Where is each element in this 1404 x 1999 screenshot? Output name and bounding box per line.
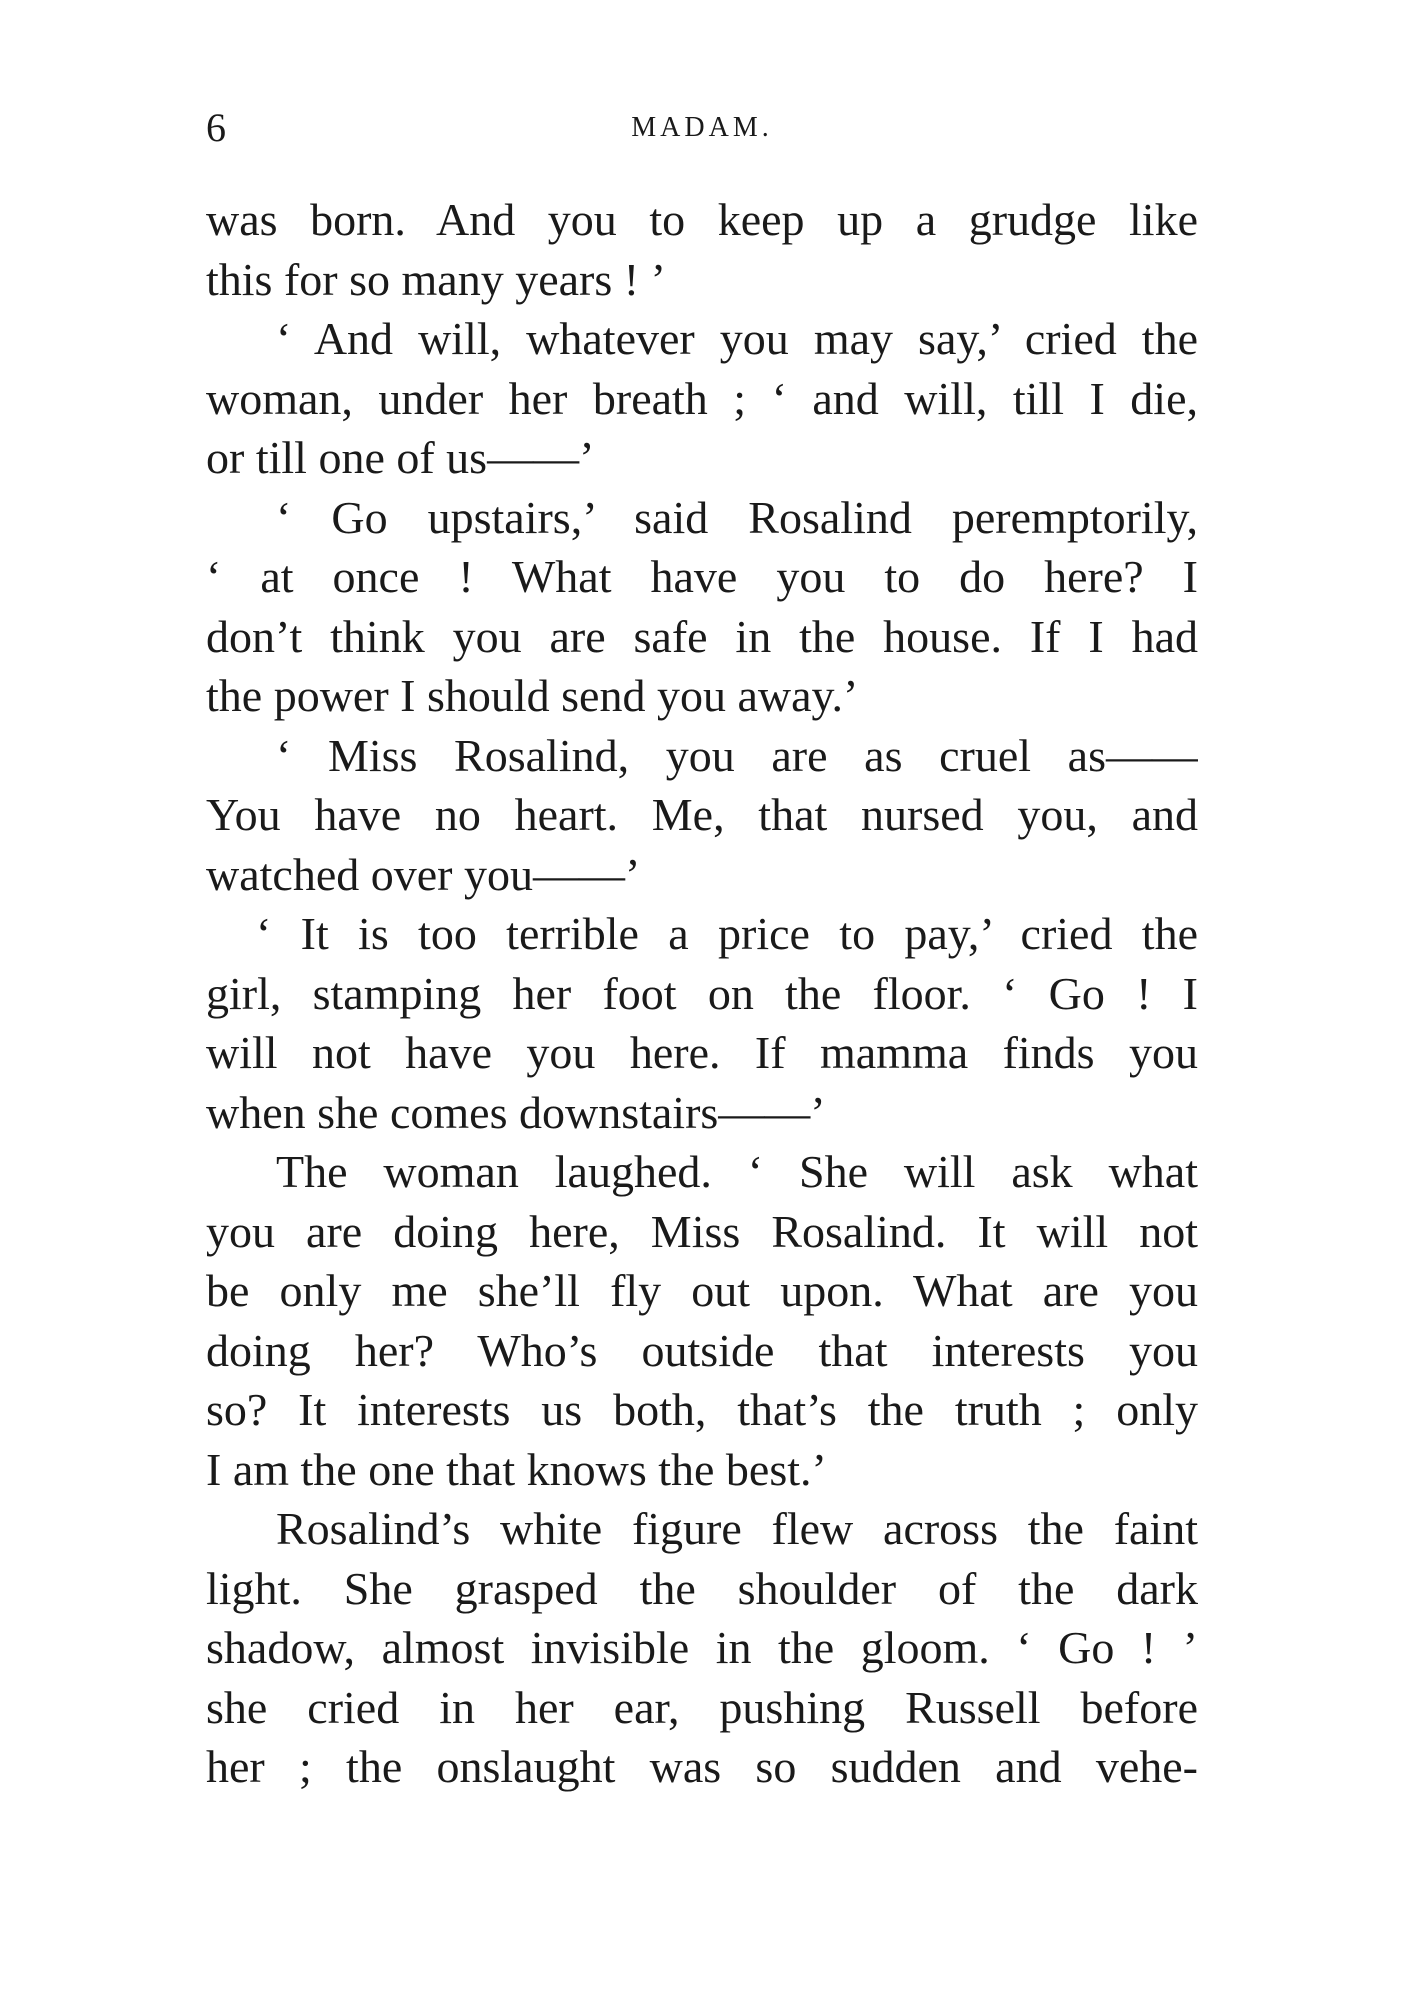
body-text bbox=[206, 190, 1198, 1797]
text-line: the power I should send you away.’ bbox=[206, 670, 859, 721]
text-line: she cried in her ear, pushing Russell before bbox=[206, 1681, 1198, 1733]
text-line: this for so many years ! ’ bbox=[206, 253, 666, 305]
text-line: was born. And you to keep up a grudge like bbox=[206, 194, 1198, 245]
text-line: be only me she’ll fly out upon. What are you bbox=[206, 1265, 1198, 1316]
text-line: ‘ It is too terrible a price to pay,’ cried the bbox=[256, 908, 1198, 959]
text-line: doing her? Who’s outside that interests you bbox=[206, 1324, 1198, 1376]
text-line: ‘ Miss Rosalind, you are as cruel as—— bbox=[276, 729, 1198, 781]
text-line: shadow, almost invisible in the gloom. ‘ Go ! ’ bbox=[206, 1622, 1198, 1673]
text-line: Rosalind’s white figure flew across the faint bbox=[276, 1503, 1198, 1554]
text-line: ‘ at once ! What have you to do here? I bbox=[206, 551, 1198, 602]
page-header bbox=[206, 98, 1198, 158]
page-number: 6 bbox=[206, 105, 226, 150]
text-line: will not have you here. If mamma finds you bbox=[206, 1027, 1198, 1078]
text-line: when she comes downstairs——’ bbox=[206, 1086, 826, 1138]
text-line: don’t think you are safe in the house. If I had bbox=[206, 610, 1198, 662]
text-line: her ; the onslaught was so sudden and vehe- bbox=[206, 1741, 1198, 1792]
text-line: watched over you——’ bbox=[206, 848, 641, 900]
text-line: light. She grasped the shoulder of the dark bbox=[206, 1562, 1198, 1614]
running-title: MADAM. bbox=[631, 112, 773, 143]
text-line: or till one of us——’ bbox=[206, 432, 595, 483]
text-line: girl, stamping her foot on the floor. ‘ Go ! I bbox=[206, 967, 1198, 1019]
text-line: You have no heart. Me, that nursed you, and bbox=[206, 789, 1198, 840]
text-line: woman, under her breath ; ‘ and will, till I die, bbox=[206, 372, 1198, 424]
text-line: so? It interests us both, that’s the truth ; only bbox=[206, 1384, 1198, 1435]
text-line: ‘ And will, whatever you may say,’ cried the bbox=[276, 313, 1198, 364]
text-line: The woman laughed. ‘ She will ask what bbox=[276, 1146, 1198, 1197]
text-line: I am the one that knows the best.’ bbox=[206, 1443, 827, 1495]
text-line: ‘ Go upstairs,’ said Rosalind peremptorily, bbox=[276, 491, 1198, 543]
text-line: you are doing here, Miss Rosalind. It will not bbox=[206, 1205, 1198, 1257]
